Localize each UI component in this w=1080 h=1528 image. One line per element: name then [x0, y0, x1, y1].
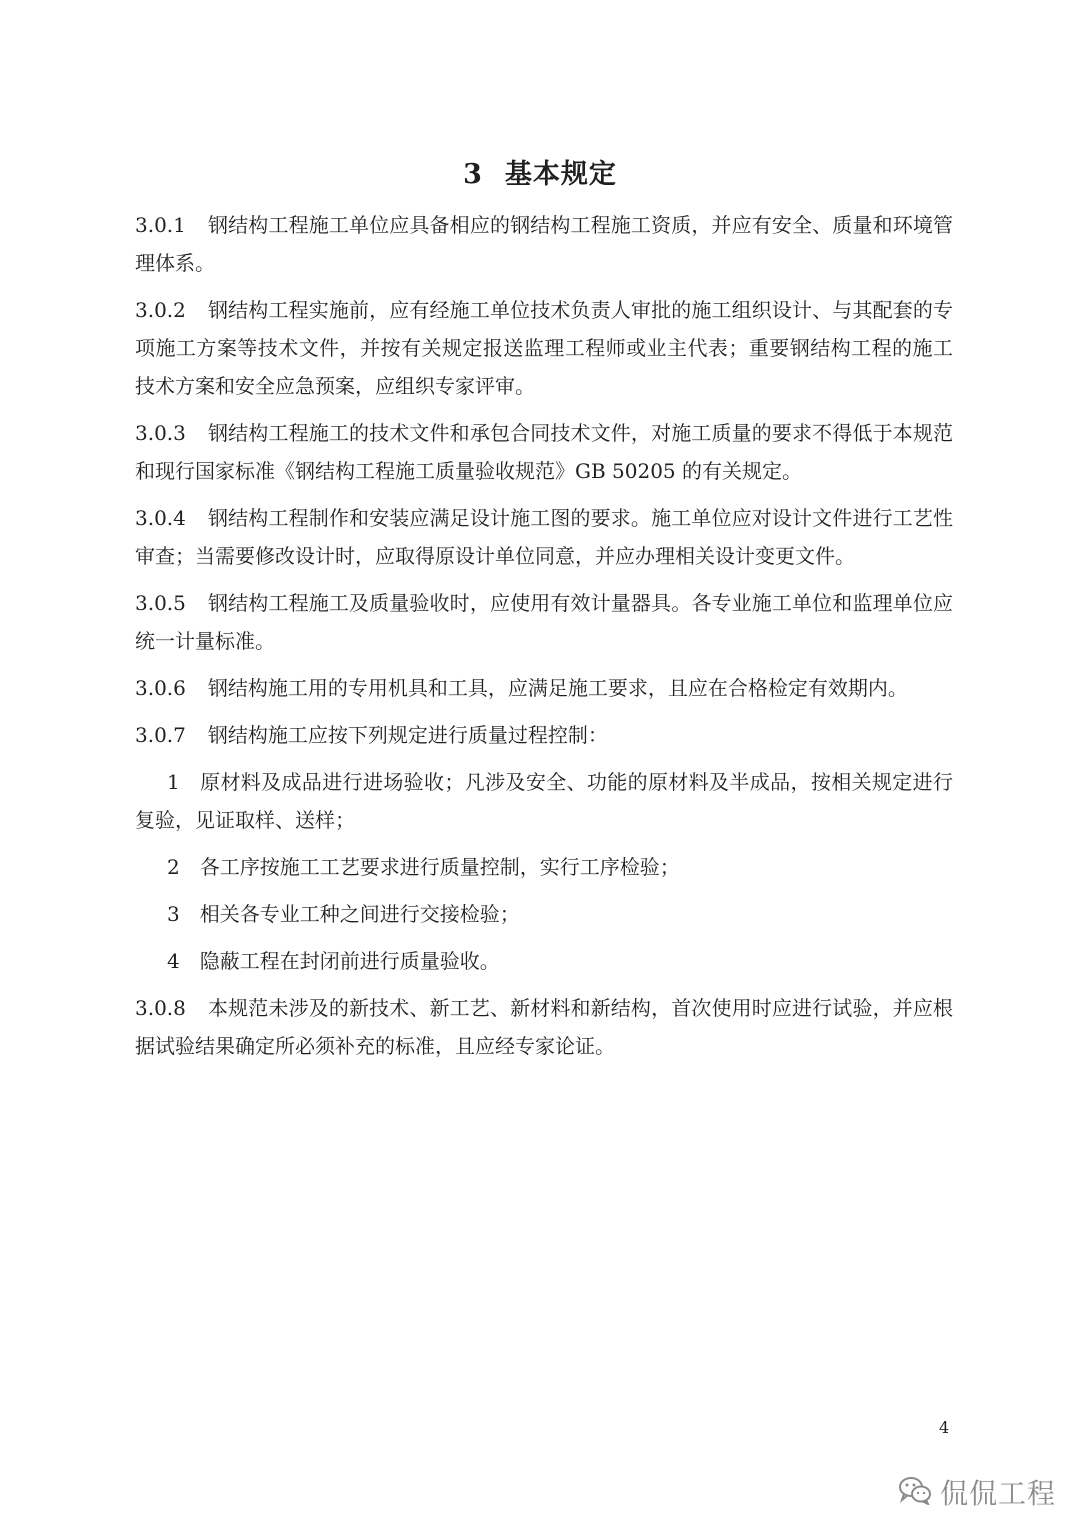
document-body	[135, 206, 953, 1074]
clause-text: 钢结构施工用的专用机具和工具，应满足施工要求，且应在合格检定有效期内。	[207, 676, 908, 700]
clause-3-0-3	[135, 414, 953, 490]
list-item	[135, 942, 953, 980]
item-text: 相关各专业工种之间进行交接检验；	[199, 902, 520, 926]
list-item	[135, 848, 953, 886]
clause-number: 3.0.4	[135, 506, 186, 530]
list-item	[135, 763, 953, 839]
chapter-number: 3	[463, 159, 483, 190]
item-text: 各工序按施工工艺要求进行质量控制，实行工序检验；	[199, 855, 680, 879]
clause-3-0-4	[135, 499, 953, 575]
item-number: 3	[167, 902, 180, 926]
clause-3-0-6	[135, 669, 953, 707]
watermark-text: 侃侃工程	[940, 1477, 1057, 1510]
clause-text: 钢结构工程施工及质量验收时，应使用有效计量器具。各专业施工单位和监理单位应统一计量标准。	[135, 591, 953, 653]
item-number: 1	[167, 770, 180, 794]
clause-number: 3.0.7	[135, 723, 186, 747]
clause-number: 3.0.8	[135, 996, 186, 1020]
clause-text: 钢结构工程制作和安装应满足设计施工图的要求。施工单位应对设计文件进行工艺性审查；当需要修改设计时，应取得原设计单位同意，并应办理相关设计变更文件。	[135, 506, 953, 568]
item-number: 4	[167, 949, 180, 973]
clause-3-0-5	[135, 584, 953, 660]
wechat-icon	[898, 1475, 932, 1509]
clause-text: 钢结构工程施工的技术文件和承包合同技术文件，对施工质量的要求不得低于本规范和现行国家标准《钢结构工程施工质量验收规范》GB 50205 的有关规定。	[135, 421, 953, 483]
page-number: 4	[939, 1418, 950, 1437]
clause-number: 3.0.5	[135, 591, 186, 615]
clause-text: 本规范未涉及的新技术、新工艺、新材料和新结构，首次使用时应进行试验，并应根据试验结果确定所必须补充的标准，且应经专家论证。	[135, 996, 953, 1058]
clause-3-0-1	[135, 206, 953, 282]
item-text: 原材料及成品进行进场验收；凡涉及安全、功能的原材料及半成品，按相关规定进行复验，见证取样、送样；	[135, 770, 953, 832]
item-text: 隐蔽工程在封闭前进行质量验收。	[199, 949, 500, 973]
chapter-heading: 基本规定	[504, 159, 617, 190]
chapter-title	[0, 152, 1080, 191]
clause-text: 钢结构工程施工单位应具备相应的钢结构工程施工资质，并应有安全、质量和环境管理体系。	[135, 213, 953, 275]
list-item	[135, 895, 953, 933]
clause-text: 钢结构施工应按下列规定进行质量过程控制：	[207, 723, 608, 747]
watermark	[898, 1472, 1056, 1512]
clause-3-0-2	[135, 291, 953, 405]
clause-number: 3.0.2	[135, 298, 186, 322]
clause-number: 3.0.1	[135, 213, 186, 237]
clause-text: 钢结构工程实施前，应有经施工单位技术负责人审批的施工组织设计、与其配套的专项施工方案等技术文件，并按有关规定报送监理工程师或业主代表；重要钢结构工程的施工技术方案和安全应急预案，应组织专家评审。	[135, 298, 953, 398]
clause-number: 3.0.3	[135, 421, 186, 445]
clause-3-0-7	[135, 716, 953, 754]
item-number: 2	[167, 855, 180, 879]
clause-3-0-8	[135, 989, 953, 1065]
clause-number: 3.0.6	[135, 676, 186, 700]
